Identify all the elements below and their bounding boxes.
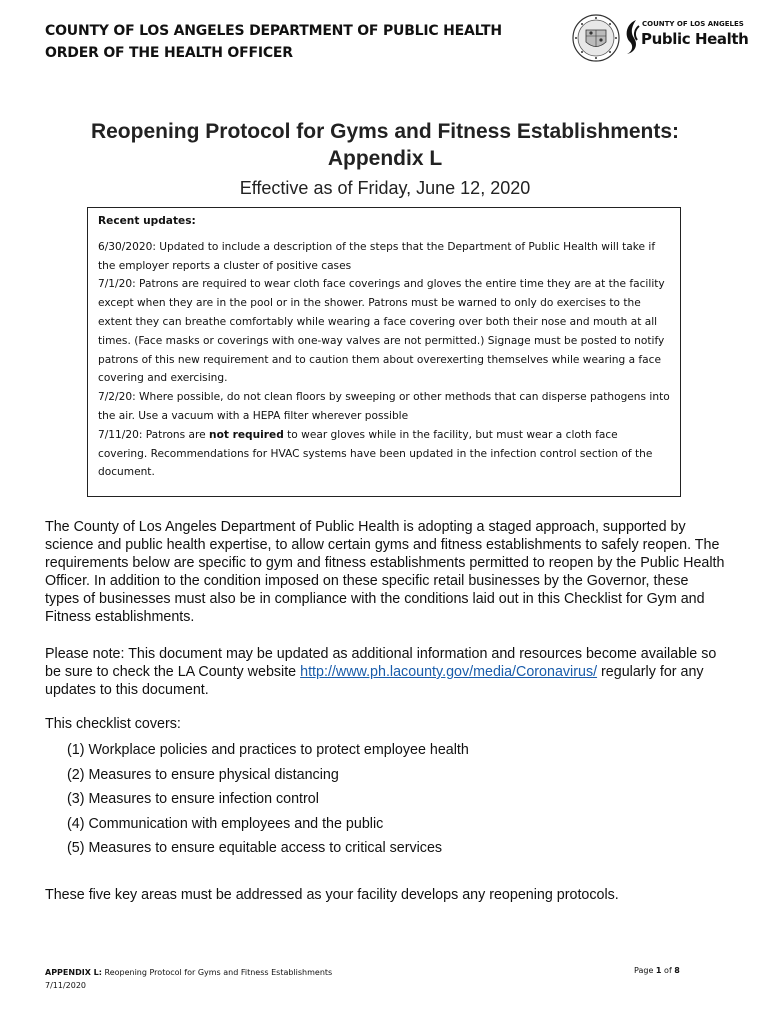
checklist-intro: This checklist covers: <box>45 716 181 732</box>
header-line-2: ORDER OF THE HEALTH OFFICER <box>45 45 293 61</box>
page-total: 8 <box>674 966 680 975</box>
update-item: 6/30/2020: Updated to include a description of the steps that the Department of Public Health will take if the employer reports a cluster of positive cases <box>98 240 656 272</box>
note-after: regularly for any updates to this document. <box>45 664 704 698</box>
list-item: (5) Measures to ensure equitable access to critical services <box>67 840 443 856</box>
page-number <box>634 966 680 975</box>
footer-date: 7/11/2020 <box>45 981 87 990</box>
update-last-suffix: to wear gloves while in the facility, but must wear a cloth face covering. Recommendations for HVAC systems have been updated in the infection control section of the document. <box>98 428 653 479</box>
updates-heading: Recent updates: <box>98 215 196 227</box>
update-item-last <box>98 426 670 482</box>
list-item: (1) Workplace policies and practices to protect employee health <box>67 742 469 758</box>
page-of: of <box>661 966 675 975</box>
list-item: (3) Measures to ensure infection control <box>67 791 319 807</box>
closing-paragraph: These five key areas must be addressed as your facility develops any reopening protocols. <box>45 887 619 903</box>
update-last-prefix: 7/11/20: Patrons are <box>98 428 210 441</box>
checklist-list <box>67 738 469 861</box>
title-line-2: Appendix L <box>327 147 443 170</box>
footer-text: Reopening Protocol for Gyms and Fitness Establishments <box>101 968 333 977</box>
list-item: (2) Measures to ensure physical distancing <box>67 766 339 783</box>
intro-paragraph: The County of Los Angeles Department of Public Health is adopting a staged approach, supported by science and public health expertise, to allow certain gyms and fitness establishments to safely reopen. The requirements below are specific to gym and fitness establishments permitted to reopen by the Public Health Officer. In addition to the condition imposed on these specific retail businesses by the Governor, these types of businesses must also be in compliance with the conditions laid out in this Checklist for Gym and Fitness establishments. <box>45 519 725 625</box>
list-item: (4) Communication with employees and the public <box>67 815 384 832</box>
logo-name-text: Public Health <box>641 30 749 48</box>
document-header <box>45 20 502 64</box>
county-seal-icon <box>572 14 620 62</box>
coronavirus-link[interactable]: http://www.ph.lacounty.gov/media/Coronavirus/ <box>300 664 598 680</box>
footer-title <box>45 966 332 979</box>
update-last-bold: not required <box>209 428 284 441</box>
public-health-logo <box>622 18 749 58</box>
title-line-1: Reopening Protocol for Gyms and Fitness Establishments: <box>90 120 680 143</box>
header-line-1: COUNTY OF LOS ANGELES DEPARTMENT OF PUBLIC HEALTH <box>45 23 502 39</box>
logo-county-text: COUNTY OF LOS ANGELES <box>642 20 744 28</box>
footer-left <box>45 966 332 992</box>
page-word: Page <box>634 966 656 975</box>
effective-date: Effective as of Friday, June 12, 2020 <box>239 178 531 198</box>
page-current: 1 <box>655 966 662 975</box>
page-title <box>30 118 740 172</box>
update-item: 7/1/20: Patrons are required to wear cloth face coverings and gloves the entire time they are at the facility except when they are in the pool or in the shower. Patrons must be warned to only do exercises to the extent they can breathe comfortably while wearing a face covering over both their nose and mouth at all times. (Face masks or coverings with one-way valves are not permitted.) Signage must be posted to notify patrons of this new requirement and to caution them about overexerting themselves while wearing a face covering and exercising. <box>98 278 665 385</box>
note-before: Please note: This document may be updated as additional information and resources become available so be sure to check the LA County website <box>45 646 717 680</box>
note-paragraph <box>45 645 725 699</box>
footer-label: APPENDIX L: <box>45 968 102 977</box>
public-health-mark-icon <box>622 18 642 56</box>
update-item: 7/2/20: Where possible, do not clean floors by sweeping or other methods that can disperse pathogens into the air. Use a vacuum with a HEPA filter wherever possible <box>98 391 670 422</box>
recent-updates-box <box>87 207 681 497</box>
